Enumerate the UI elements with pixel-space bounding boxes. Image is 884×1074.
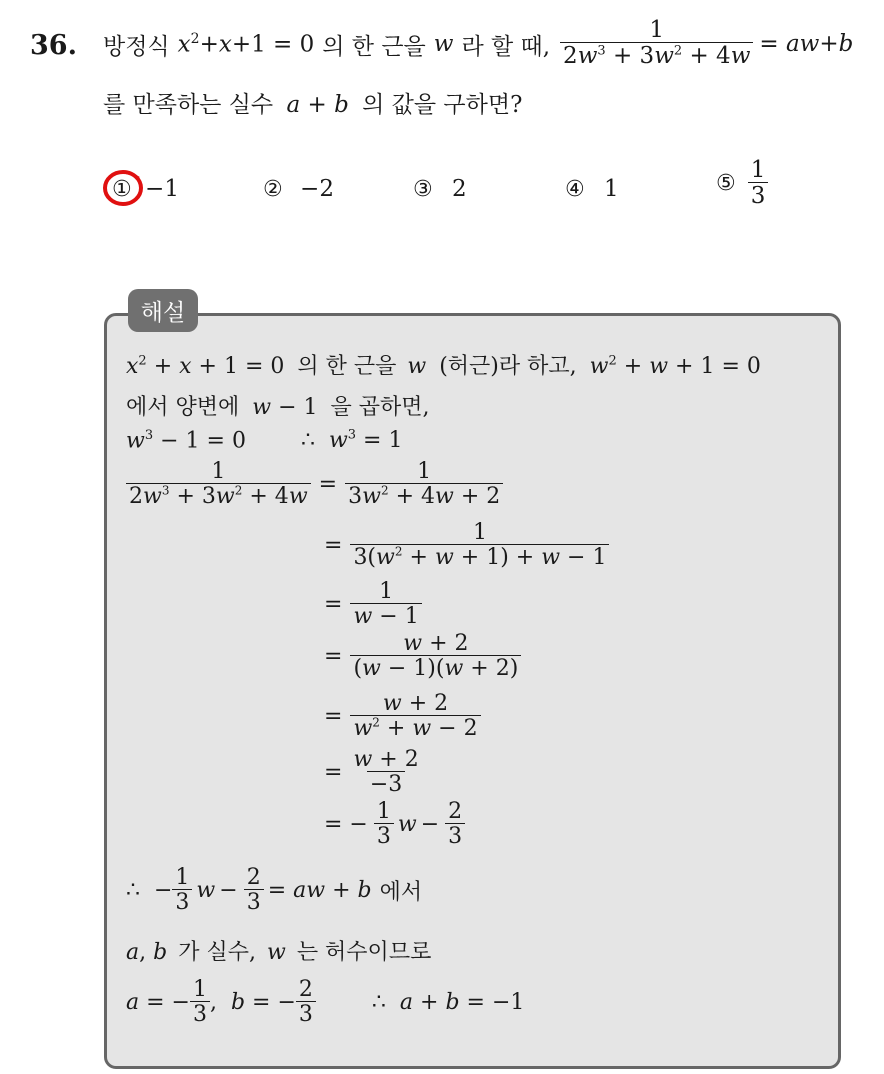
option-2-value: −2 xyxy=(300,176,334,202)
solution-tab: 해설 xyxy=(128,289,198,332)
option-5-mark: ⑤ xyxy=(716,171,736,197)
question-text-prefix: 방정식 xyxy=(103,33,170,60)
option-3-value: 2 xyxy=(452,176,467,202)
option-1[interactable] xyxy=(112,176,179,202)
sol-final-line: a = − $\frac{1}{3}$ , b = − $\frac{2}{3}$ ∴ a + b = −1 xyxy=(126,977,525,1028)
option-4-mark: ④ xyxy=(565,177,585,202)
derivation-step-5: = $\frac{w + 2}{w^2 + w - 2}$ xyxy=(324,692,481,741)
option-5-value: $\frac{1}{3}$ xyxy=(748,158,769,210)
sol-line-2: 에서 양변에 w − 1 을 곱하면, xyxy=(126,395,430,420)
option-2-mark: ② xyxy=(263,177,283,202)
question-line-2 xyxy=(103,86,522,119)
sol-line2-a: 에서 양변에 xyxy=(126,395,240,420)
derivation-step-3: = $\frac{1}{w - 1}$ xyxy=(324,580,422,629)
sol-line2-b: 을 곱하면, xyxy=(330,395,430,420)
derivation-step-7: = − $\frac{1}{3}$ w − $\frac{2}{3}$ xyxy=(324,800,465,849)
question-number: 36. xyxy=(30,30,77,61)
sol-line1-a: 의 한 근을 xyxy=(297,354,397,379)
option-1-value: −1 xyxy=(145,176,179,202)
equation-x: $x^2+x+1 = 0$ xyxy=(177,30,315,58)
derivation-step-1: $\frac{1}{2w^3 + 3w^2 + 4w}$ = $\frac{1}{3w^2 + 4w + 2}$ xyxy=(126,460,503,509)
derivation-step-2: = $\frac{1}{3(w^2 + w + 1) + w - 1}$ xyxy=(324,521,609,570)
question-fraction: $\frac{1}{2w^3 + 3w^2 + 4w}$ xyxy=(560,18,753,70)
sol-line-1: $x^2 + x + 1 = 0$ 의 한 근을 w (허근)라 하고, $w^2 + w + 1 = 0$ xyxy=(126,353,761,379)
sol-line-3: $w^3 - 1 = 0$ ∴ $w^3 = 1$ xyxy=(126,428,403,454)
sol-line1-b: (허근)라 하고, xyxy=(439,354,577,379)
derivation-step-6: = $\frac{w + 2}{-3}$ xyxy=(324,747,419,798)
option-3-mark: ③ xyxy=(413,177,433,202)
question-line2-suffix: 의 값을 구하면? xyxy=(362,92,523,118)
option-5[interactable] xyxy=(716,158,768,210)
expr-a-plus-b: a + b xyxy=(286,92,349,118)
question-line2-prefix: 를 만족하는 실수 xyxy=(103,92,274,118)
sol-conclusion-suffix: 에서 xyxy=(379,880,423,906)
option-2[interactable] xyxy=(263,176,334,202)
sol-real-line: a, b 가 실수, w 는 허수이므로 xyxy=(126,940,432,965)
option-4-value: 1 xyxy=(604,176,619,202)
var-w: w xyxy=(433,31,454,57)
sol-conclusion: ∴ − $\frac{1}{3}$ w − $\frac{2}{3}$ = aw + b 에서 xyxy=(126,865,423,916)
question-text-middle: 의 한 근을 xyxy=(322,33,426,60)
derivation-step-4: = $\frac{w + 2}{(w - 1)(w + 2)}$ xyxy=(324,632,521,681)
option-4[interactable] xyxy=(565,176,619,202)
question-line-1 xyxy=(103,16,853,72)
sol-real-a: 가 실수, xyxy=(178,940,256,965)
sol-real-b: 는 허수이므로 xyxy=(296,940,432,965)
option-1-mark: ① xyxy=(112,177,132,202)
question-text-suffix: 라 할 때, xyxy=(461,33,551,60)
option-3[interactable] xyxy=(413,176,467,202)
equation-rhs: = aw+b xyxy=(759,31,854,57)
